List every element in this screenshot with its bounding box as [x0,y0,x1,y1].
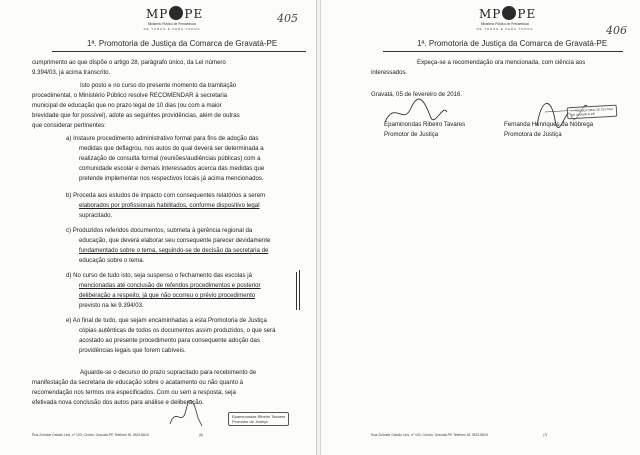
stamp-line: DE GRAVATÁ-PE [571,111,595,118]
item-line: d) No curso de tudo isto, seja suspenso o fechamento das escolas já [66,272,252,279]
page-number: 406 [606,24,627,37]
item-line: acostado ao presente procedimento para consequente adoção das [79,337,260,344]
item-line: educação sobre o tema. [79,257,145,264]
logo-tagline: Ministério Público de Pernambuco [480,22,530,26]
item-line: deliberação a respeito, já que não ocorreu o prévio procedimento [79,292,256,299]
item-line: a) Instaure procedimento administrativo formal para fins de adoção das [66,135,259,142]
item-line: elaborados por profissionais habilitados, conforme dispositivo legal [79,202,260,209]
mppe-logo-text: MP PE [479,7,537,21]
mppe-logo-text: MP PE [146,7,204,21]
header-rule [52,51,306,52]
body-line: municipal de educação que no prazo legal de 10 dias (ou com a maior [32,102,222,109]
page-footer: Rua Zulmide Galvão Lins, nº 100, Centro, Gravatá-PE Telefone 81 3533.8815 [32,433,149,437]
signer-role: Promotora de Justiça [504,131,562,138]
body-line: Isto posto e no curso do presente momento da tramitação [80,82,237,89]
date-line: Gravatá, 05 de fevereiro de 2016. [371,91,463,98]
page-number: 405 [277,12,298,25]
body-line: brevidade que for possível), adote as seguintes providências, além de outras [32,112,240,119]
item-line: realização de consulta formal (reuniões/audiências públicas) com a [79,155,261,162]
body-line: Aguarde-se o decurso do prazo supracitado para recebimento de [80,369,257,376]
footer-page-number: (6) [199,433,204,437]
signer-role: Promotor de Justiça [384,131,439,138]
page-footer: Rua Zulmide Galvão Lins, nº 100, Centro, Gravatá-PE Telefone 81 3533.8815 [371,433,488,437]
stamp-name: Epaminondas Ribeiro Tavares [232,414,286,419]
item-line: c) Produzidos referidos documentos, submeta à gerência regional da [66,227,253,234]
item-line: pretende implementar nos respectivos locais já acima mencionados. [79,175,264,182]
signer-name: Epaminondas Ribeiro Tavares [384,121,466,128]
header-rule [383,51,623,52]
document-page-right [320,0,640,455]
margin-mark [299,270,300,310]
mppe-logo [146,6,203,21]
item-line: cópias autênticas de todos os documentos assim produzidos, o que será [79,327,276,334]
logo-tagline: Ministério Público de Pernambuco [147,22,197,26]
stamp-role: Promotor de Justiça [232,419,268,424]
body-line: interessados. [371,69,408,76]
item-line: previsto na lei 9.394/03. [79,302,144,309]
body-line: cumprimento ao que dispõe o artigo 28, parágrafo único, da Lei número [32,59,226,66]
page-header: 1ª. Promotoria de Justiça da Comarca de Gravatá-PE [417,39,608,48]
promotoria-stamp [567,105,618,120]
item-line: comunidade escolar e demais interessados acerca das medidas que [79,165,265,172]
item-line: medidas que deflagrou, nos autos do qual deverá ser determinada a [79,145,264,152]
body-line: recomendação nos termos ora especificados. Com ou sem a resposta, seja [32,389,236,396]
item-line: providências legais que forem cabíveis. [79,347,186,354]
globe-icon [502,6,516,20]
footer-page-number: (7) [543,433,548,437]
initials-signature-icon [168,400,204,430]
body-line: Expeça-se a recomendação ora mencionada, com ciência aos [417,59,586,66]
body-line: manifestação da secretaria de educação sobre o acatamento ou não quanto à [32,379,244,386]
body-line: 9.394/03, já acima transcrito. [32,69,111,76]
body-line: que considerar pertinentes: [32,122,106,129]
logo-motto: DE TODOS E PARA TODOS [476,27,534,31]
globe-icon [169,6,183,20]
logo-motto: DE TODOS E PARA TODOS [143,27,201,31]
mppe-logo [479,6,536,21]
page-header: 1ª. Promotoria de Justiça da Comarca de Gravatá-PE [87,39,278,48]
margin-mark [296,272,297,310]
promotor-stamp [228,412,289,426]
item-line: educação, que deverá elaborar seu consequente parecer devidamente [79,237,271,244]
item-line: mencionadas até conclusão de referidos procedimentos e posterior [79,282,261,289]
item-line: e) Ao final de tudo, que sejam encaminhadas a esta Promotoria de Justiça [66,317,267,324]
signer-name: Fernanda Henriques da Nóbrega [504,121,594,128]
document-page-left [0,0,317,455]
stamp-line: 1ª PROMOTORIA DE JUSTIÇA [570,106,614,114]
item-line: supracitado. [79,212,113,219]
item-line: fundamentado sobre o tema, seguindo-se de decisão da secretaria de [79,247,269,254]
item-line: b) Proceda aos estudos de impacto com consequentes relatórios a serem [66,192,266,199]
body-line: procedimental, o Ministério Público resolve RECOMENDAR à secretaria [32,92,228,99]
body-line: efetivada nova conclusão dos autos para análise e deliberação. [32,399,204,406]
